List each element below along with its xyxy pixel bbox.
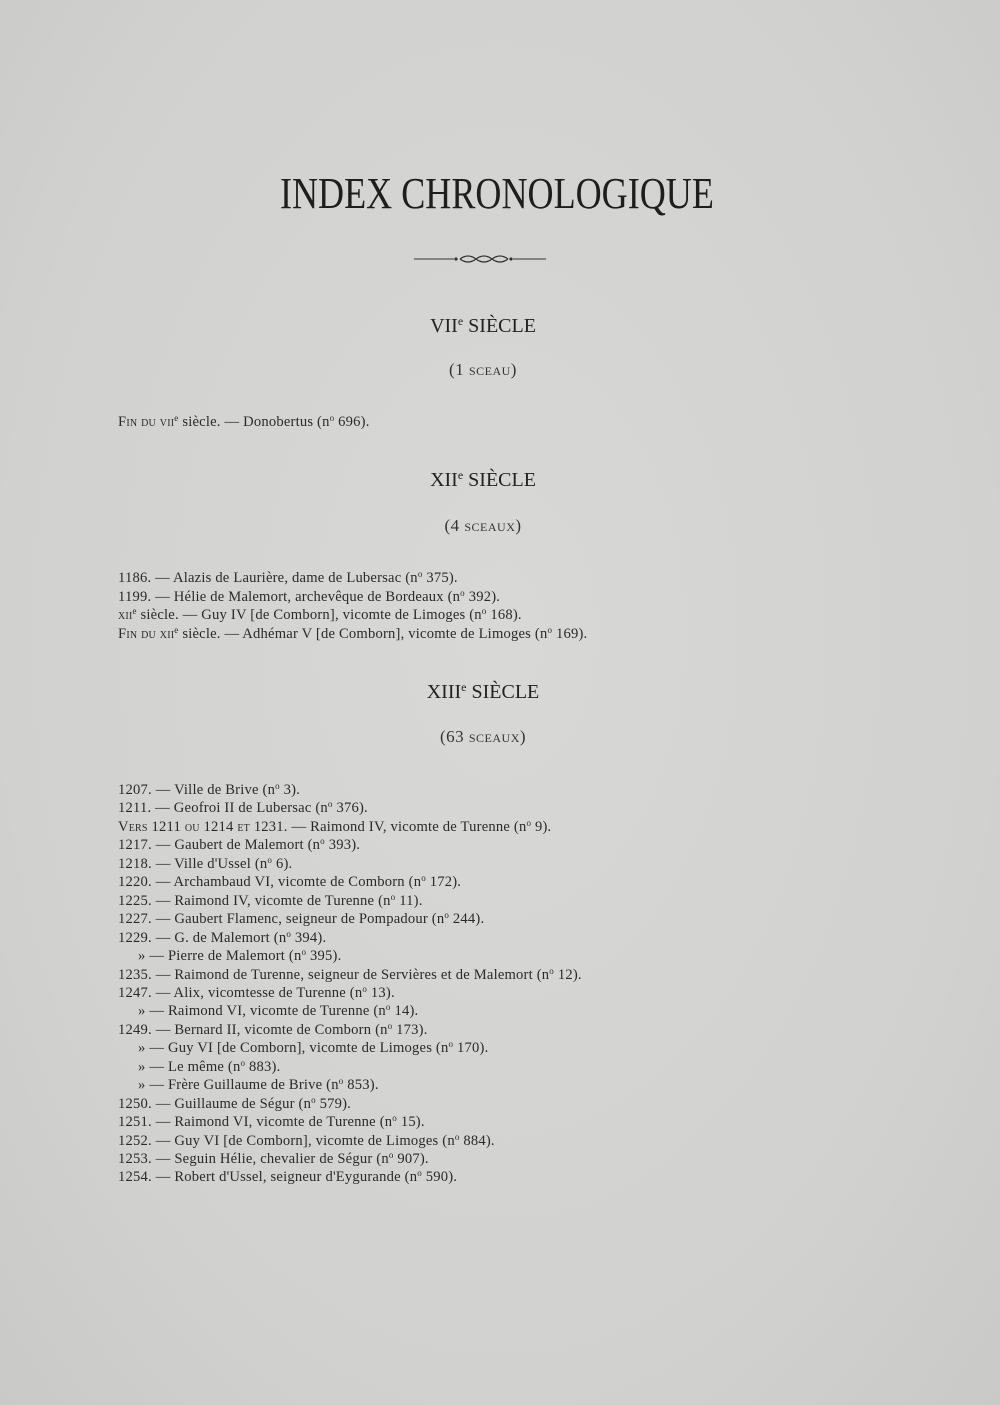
list-item xyxy=(118,818,551,836)
entry-date: 1225. xyxy=(118,892,152,909)
entry-number-superscript: o xyxy=(454,1131,460,1142)
list-item xyxy=(118,836,360,854)
entry-text: — Gaubert Flamenc, seigneur de Pompadour (n xyxy=(151,911,445,928)
entry-date: 1186. xyxy=(118,570,152,586)
entry-text: — Ville de Brive (n xyxy=(151,782,276,798)
entry-date-tail: siècle. xyxy=(136,607,179,624)
entry-text: — Seguin Hélie, chevalier de Ségur (n xyxy=(151,1151,389,1167)
list-item xyxy=(118,929,326,947)
entry-text: — Frère Guillaume de Brive (n xyxy=(145,1077,339,1094)
entry-number: 13). xyxy=(367,984,395,1001)
entry-number-superscript: o xyxy=(311,1094,316,1105)
entry-number-superscript: o xyxy=(388,1150,394,1160)
entry-text: — Adhémar V [de Comborn], vicomte de Limoges (n xyxy=(220,626,548,643)
entry-number: 376). xyxy=(332,800,368,817)
list-item xyxy=(118,1150,429,1168)
entry-date: Fin du vii xyxy=(118,414,175,430)
entry-number: 9). xyxy=(531,818,552,835)
entry-text: — Ville d'Ussel (n xyxy=(151,855,268,872)
entry-date: » xyxy=(138,1077,146,1094)
entry-text: — Geofroi II de Lubersac (n xyxy=(151,800,328,817)
entry-number-superscript: o xyxy=(338,1076,344,1087)
list-item xyxy=(138,1039,488,1057)
entry-date: 1229. xyxy=(118,929,152,946)
entry-date-superscript: e xyxy=(174,413,179,423)
entry-number: 244). xyxy=(449,911,485,928)
entry-number: 170). xyxy=(453,1040,489,1057)
entry-date: 1227. xyxy=(118,911,152,928)
list-item xyxy=(138,947,341,965)
entry-number: 173). xyxy=(392,1021,428,1038)
century-superscript: e xyxy=(461,680,467,694)
century-word: SIÈCLE xyxy=(468,315,536,337)
entry-date: 1251. xyxy=(118,1114,152,1131)
entry-number-superscript: o xyxy=(362,983,368,994)
entry-number-superscript: o xyxy=(320,836,325,847)
entry-number: 394). xyxy=(291,929,327,946)
entry-date: » xyxy=(138,1058,146,1075)
entry-date: » xyxy=(138,1040,146,1057)
entry-number-superscript: o xyxy=(460,587,465,598)
entry-number: 907). xyxy=(393,1151,429,1167)
list-item xyxy=(118,1168,457,1186)
entry-number: 15). xyxy=(396,1114,425,1131)
entry-number-superscript: o xyxy=(417,569,423,579)
list-item xyxy=(118,1132,495,1150)
entry-date: 1220. xyxy=(118,874,152,891)
entry-number-superscript: o xyxy=(267,854,273,865)
list-item xyxy=(118,781,300,799)
list-item xyxy=(118,1113,425,1131)
entry-number: 884). xyxy=(459,1132,495,1149)
entry-text: — Gaubert de Malemort (n xyxy=(151,837,321,854)
entry-date: 1218. xyxy=(118,855,152,872)
entry-text: — Hélie de Malemort, archevêque de Bordeaux (n xyxy=(151,588,461,605)
entry-date: Vers 1211 ou 1214 et 1231. xyxy=(118,818,288,835)
entry-date: 1235. xyxy=(118,966,152,983)
entry-text: — Donobertus (n xyxy=(220,414,330,430)
entry-date: » xyxy=(138,948,146,965)
list-item xyxy=(118,910,484,928)
entry-number-superscript: o xyxy=(327,799,333,810)
entry-date: xii xyxy=(118,607,133,624)
list-item xyxy=(118,799,368,817)
entry-number-superscript: o xyxy=(421,873,426,884)
entry-number-superscript: o xyxy=(286,928,292,939)
list-item xyxy=(118,966,582,984)
list-item xyxy=(118,606,522,624)
entry-date: 1217. xyxy=(118,837,152,854)
entry-number: 392). xyxy=(464,588,501,605)
list-item xyxy=(118,892,423,910)
entry-number-superscript: o xyxy=(448,1039,454,1050)
century-superscript: e xyxy=(457,468,464,482)
entry-text: — Raimond VI, vicomte de Turenne (n xyxy=(151,1114,393,1131)
entry-number-superscript: o xyxy=(390,891,396,902)
section-heading-xii xyxy=(0,468,966,492)
entry-text: — Guy VI [de Comborn], vicomte de Limoges (n xyxy=(145,1040,449,1057)
entry-date: 1199. xyxy=(118,588,152,605)
seal-count: (63 sceaux) xyxy=(439,727,527,746)
entry-number: 11). xyxy=(395,892,423,909)
page-title: INDEX CHRONOLOGIQUE xyxy=(279,169,714,218)
entry-number-superscript: o xyxy=(444,910,450,921)
entry-number-superscript: o xyxy=(275,781,280,791)
list-item xyxy=(118,855,292,873)
section-count-vii xyxy=(0,360,966,380)
entry-number: 6). xyxy=(272,855,293,872)
entry-number: 853). xyxy=(343,1077,379,1094)
entry-text: — Raimond IV, vicomte de Turenne (n xyxy=(151,892,391,909)
entry-number-superscript: o xyxy=(417,1168,422,1179)
entry-date-tail: siècle. xyxy=(178,626,221,643)
entry-number-superscript: o xyxy=(526,817,532,828)
entry-number: 375). xyxy=(422,570,458,586)
entry-text: — Raimond IV, vicomte de Turenne (n xyxy=(287,818,527,835)
list-item xyxy=(118,984,395,1002)
entry-date: 1211. xyxy=(118,800,152,817)
entry-number-superscript: o xyxy=(240,1057,246,1068)
entry-date-tail: siècle. xyxy=(178,414,221,430)
entry-number-superscript: o xyxy=(387,1020,393,1031)
entry-number-superscript: o xyxy=(392,1113,397,1124)
section-heading-vii xyxy=(0,314,966,338)
section-heading-xiii xyxy=(0,680,966,704)
century-numeral: XIII xyxy=(426,681,462,703)
entry-number-superscript: o xyxy=(301,947,307,958)
entry-date: 1250. xyxy=(118,1095,152,1112)
entry-number-superscript: o xyxy=(385,1002,391,1013)
entry-date-superscript: e xyxy=(132,606,137,617)
century-numeral: VII xyxy=(430,315,458,337)
entry-text: — Guillaume de Ségur (n xyxy=(151,1095,312,1112)
entry-text: — Pierre de Malemort (n xyxy=(145,948,302,965)
entry-number: 590). xyxy=(421,1169,458,1186)
list-item xyxy=(118,569,458,587)
entry-text: — Raimond de Turenne, seigneur de Servières et de Malemort (n xyxy=(151,966,550,983)
entry-date: 1252. xyxy=(118,1132,152,1149)
entry-number-superscript: o xyxy=(329,413,335,423)
list-item xyxy=(138,1076,379,1094)
entry-date-superscript: e xyxy=(174,625,179,636)
entry-date: 1247. xyxy=(118,984,152,1001)
entry-number: 172). xyxy=(425,874,462,891)
list-item xyxy=(118,873,461,891)
entry-date: 1249. xyxy=(118,1021,152,1038)
entry-text: — Le même (n xyxy=(145,1058,241,1075)
list-item xyxy=(118,413,370,431)
list-item xyxy=(118,1095,351,1113)
entry-number: 3). xyxy=(279,782,301,798)
entry-text: — Raimond VI, vicomte de Turenne (n xyxy=(145,1003,386,1020)
century-word: SIÈCLE xyxy=(471,681,540,703)
list-item xyxy=(138,1002,418,1020)
entry-text: — Guy IV [de Comborn], vicomte de Limoges (n xyxy=(178,607,482,624)
list-item xyxy=(118,1021,428,1039)
entry-text: — Guy VI [de Comborn], vicomte de Limoges (n xyxy=(151,1132,455,1149)
list-item xyxy=(118,588,500,606)
entry-number: 579). xyxy=(315,1095,352,1112)
section-count-xiii xyxy=(0,727,966,747)
entry-number: 12). xyxy=(553,966,582,983)
entry-date: 1207. xyxy=(118,782,152,798)
entry-date: 1254. xyxy=(118,1169,152,1186)
entry-number: 168). xyxy=(486,607,522,624)
seal-count: (1 sceau) xyxy=(449,360,517,379)
century-numeral: XII xyxy=(430,469,458,491)
entry-date: 1253. xyxy=(118,1151,152,1167)
entry-number: 14). xyxy=(390,1003,419,1020)
entry-text: — Archambaud VI, vicomte de Comborn (n xyxy=(151,874,422,891)
entry-date: Fin du xii xyxy=(118,626,175,643)
century-superscript: e xyxy=(457,314,464,328)
entry-text: — Alazis de Laurière, dame de Lubersac (n xyxy=(151,570,418,586)
entry-number: 883). xyxy=(245,1058,281,1075)
entry-number: 169). xyxy=(552,626,588,643)
entry-text: — G. de Malemort (n xyxy=(151,929,287,946)
ornament-divider-icon xyxy=(414,249,546,269)
entry-date: » xyxy=(138,1003,146,1020)
entry-number-superscript: o xyxy=(547,625,553,636)
century-word: SIÈCLE xyxy=(468,469,536,491)
entry-number: 395). xyxy=(306,948,342,965)
list-item xyxy=(138,1058,280,1076)
seal-count: (4 sceaux) xyxy=(444,516,522,535)
entry-number: 393). xyxy=(324,837,361,854)
entry-number: 696). xyxy=(334,414,370,430)
entry-number-superscript: o xyxy=(549,965,554,976)
section-count-xii xyxy=(0,516,966,536)
entry-text: — Alix, vicomtesse de Turenne (n xyxy=(151,984,363,1001)
entry-text: — Bernard II, vicomte de Comborn (n xyxy=(151,1021,388,1038)
entry-text: — Robert d'Ussel, seigneur d'Eygurande (n xyxy=(151,1169,418,1186)
list-item xyxy=(118,625,587,643)
entry-number-superscript: o xyxy=(481,606,487,617)
